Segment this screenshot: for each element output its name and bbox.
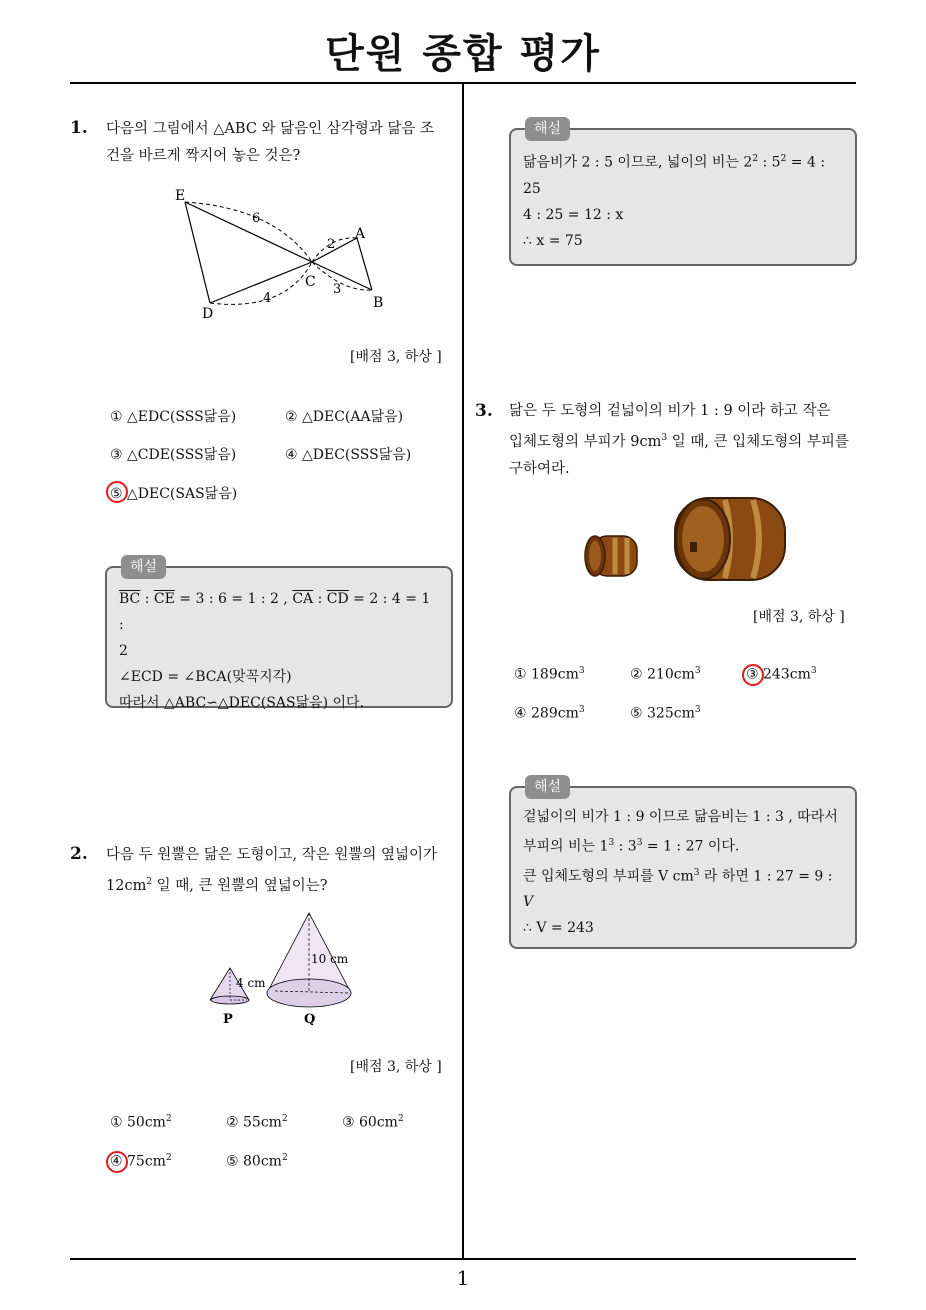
question-1-option-2[interactable]: ② △DEC(AA닮음) — [285, 409, 404, 425]
q3-expl-part: 부피의 비는 1 — [523, 838, 609, 855]
q3-expl-exp: 3 — [636, 838, 643, 848]
page-number: 1 — [456, 1266, 470, 1290]
option-value: 325cm — [647, 705, 695, 722]
expl-ratio2: = 2 : 4 = 1 : — [119, 591, 431, 633]
q2-expl-part: : 5 — [758, 154, 781, 171]
question-2-text — [106, 842, 456, 900]
question-2-figure — [205, 905, 360, 1030]
column-divider — [462, 82, 464, 1259]
q3-expl-exp: 3 — [608, 838, 615, 848]
segment-cd: $\overline{CD}$ — [326, 591, 349, 607]
question-3-option-5[interactable] — [630, 705, 701, 722]
q3-expl-part: 큰 입체도형의 부피를 V cm — [523, 868, 694, 885]
option-value: 75cm — [127, 1153, 166, 1170]
question-3-score: [배점 3, 하상 ] — [753, 609, 845, 625]
question-1-option-1[interactable]: ① △EDC(SSS닮음) — [110, 409, 237, 425]
option-exp: 3 — [694, 705, 701, 715]
figure1-length-ce: 6 — [252, 211, 261, 226]
option-exp: 2 — [281, 1114, 288, 1124]
q3-volume: 입체도형의 부피가 9cm — [509, 433, 662, 450]
question-2-text-line1: 다음 두 원뿔은 닮은 도형이고, 작은 원뿔의 옆넓이가 — [106, 847, 438, 863]
question-1-text-line1: 다음의 그림에서 △ABC 와 닮음인 삼각형과 닮음 조 — [106, 121, 435, 137]
q2-expl-line4: ∴ x = 75 — [523, 232, 583, 249]
option-mark: ① — [110, 1114, 123, 1131]
explanation-tag: 해설 — [525, 117, 570, 141]
segment-ca: $\overline{CA}$ — [292, 591, 314, 607]
question-2-option-1[interactable] — [110, 1114, 172, 1131]
option-exp: 3 — [810, 666, 817, 676]
q3-expl-line2 — [523, 830, 841, 860]
option-mark: ⑤ — [630, 705, 643, 722]
question-2-explanation — [509, 121, 857, 266]
q3-text-rest: 일 때, 큰 입체도형의 부피를 — [667, 433, 849, 450]
q2-expl-exp: 2 — [780, 154, 787, 164]
question-1-number: 1. — [70, 118, 88, 138]
option-exp: 2 — [165, 1153, 172, 1163]
figure1-label-e: E — [175, 188, 186, 204]
option-value: 80cm — [243, 1153, 282, 1170]
question-1-explanation — [105, 559, 453, 711]
question-3-text-line1: 닮은 두 도형의 겉넓이의 비가 1 : 9 이라 하고 작은 — [509, 403, 831, 419]
option-exp: 2 — [397, 1114, 404, 1124]
answer-circle-q1 — [106, 481, 128, 503]
segment-ce: $\overline{CE}$ — [153, 591, 175, 607]
figure2-label-4cm: 4 cm — [236, 976, 266, 990]
option-mark: ⑤ — [226, 1153, 239, 1170]
explanation-tag: 해설 — [525, 775, 570, 799]
page-title: 단원 종합 평가 — [325, 31, 601, 77]
q3-volume-exp: 3 — [661, 433, 668, 443]
option-value: 60cm — [359, 1114, 398, 1131]
q2-expl-exp: 2 — [752, 154, 759, 164]
figure1-label-b: B — [373, 295, 384, 311]
question-3-option-2[interactable] — [630, 666, 701, 683]
figure1-length-cb: 3 — [333, 282, 342, 297]
bottom-rule — [70, 1258, 856, 1260]
question-2-option-3[interactable] — [342, 1114, 404, 1131]
answer-circle-q2 — [106, 1151, 128, 1173]
q2-expl-line3: 4 : 25 = 12 : x — [523, 206, 624, 223]
small-barrel — [585, 536, 637, 576]
figure1-length-cd: 4 — [263, 291, 272, 306]
question-3-option-4[interactable] — [514, 705, 585, 722]
expl-colon2: : — [313, 591, 327, 607]
question-3-number: 3. — [475, 401, 493, 421]
q2-expl-line2: 25 — [523, 180, 541, 197]
question-2-option-5[interactable] — [226, 1153, 288, 1170]
option-exp: 3 — [578, 666, 585, 676]
option-exp: 2 — [281, 1153, 288, 1163]
segment-bc: $\overline{BC}$ — [119, 591, 141, 607]
question-1-option-3[interactable]: ③ △CDE(SSS닮음) — [110, 447, 237, 463]
option-mark: ① — [514, 666, 527, 683]
question-3-figure — [575, 492, 795, 587]
figure2-label-p: P — [223, 1012, 233, 1027]
q3-expl-part: 라 하면 1 : 27 = 9 : — [699, 868, 833, 885]
question-1-figure — [165, 180, 405, 330]
option-exp: 3 — [694, 666, 701, 676]
question-3-text-line2 — [509, 425, 859, 456]
expl-ratio1: = 3 : 6 = 1 : 2 , — [174, 591, 293, 607]
q3-expl-line4: V — [523, 894, 534, 911]
question-1-option-5[interactable]: ⑤ △DEC(SAS닮음) — [110, 486, 238, 502]
q2-area: 12cm — [106, 877, 147, 894]
figure1-label-a: A — [355, 226, 366, 242]
option-value: 55cm — [243, 1114, 282, 1131]
question-3-text-line3: 구하여라. — [509, 460, 570, 477]
q3-expl-part: : 3 — [614, 838, 637, 855]
question-3-option-1[interactable] — [514, 666, 585, 683]
q1-expl-line3: ∠ECD = ∠BCA(맞꼭지각) — [119, 669, 292, 685]
option-mark: ④ — [514, 705, 527, 722]
figure1-label-c: C — [305, 274, 316, 290]
question-3-explanation — [509, 779, 857, 949]
option-value: 189cm — [531, 666, 579, 683]
figure2-label-q: Q — [304, 1012, 316, 1027]
question-2-option-2[interactable] — [226, 1114, 288, 1131]
question-2-number: 2. — [70, 844, 88, 864]
option-mark: ③ — [342, 1114, 355, 1131]
option-mark: ③ — [746, 666, 759, 683]
question-1-text — [106, 116, 456, 170]
q2-expl-part: = 4 : — [786, 154, 826, 171]
q2-text-rest: 일 때, 큰 원뿔의 옆넓이는? — [152, 877, 328, 894]
question-1-text-line2: 건을 바르게 짝지어 놓은 것은? — [106, 148, 301, 164]
explanation-tag: 해설 — [121, 555, 166, 579]
q3-expl-part: = 1 : 27 이다. — [642, 838, 740, 855]
option-value: 289cm — [531, 705, 579, 722]
figure1-length-ca: 2 — [327, 237, 336, 252]
figure1-label-d: D — [202, 306, 214, 322]
q1-expl-line2: 2 — [119, 643, 128, 659]
question-2-score: [배점 3, 하상 ] — [350, 1059, 442, 1075]
option-exp: 3 — [578, 705, 585, 715]
option-mark: ④ — [110, 1153, 123, 1170]
question-1-score: [배점 3, 하상 ] — [350, 349, 442, 365]
q3-expl-line3 — [523, 860, 841, 890]
option-value: 243cm — [763, 666, 811, 683]
expl-colon: : — [140, 591, 154, 607]
q3-expl-line1: 겉넓이의 비가 1 : 9 이므로 닮음비는 1 : 3 , 따라서 — [523, 809, 838, 825]
q1-expl-line4: 따라서 △ABC∽△DEC(SAS닮음) 이다. — [119, 695, 365, 711]
q2-expl-part: 닮음비가 2 : 5 이므로, 넓이의 비는 2 — [523, 154, 753, 171]
question-3-text — [509, 398, 859, 483]
answer-circle-q3 — [742, 664, 764, 686]
q2-expl-line1 — [523, 146, 841, 176]
q3-expl-line5: ∴ V = 243 — [523, 920, 594, 937]
q1-expl-line1 — [119, 586, 437, 638]
option-exp: 2 — [165, 1114, 172, 1124]
option-value: 50cm — [127, 1114, 166, 1131]
question-2-text-line2 — [106, 869, 456, 900]
figure2-label-10cm: 10 cm — [311, 952, 349, 966]
option-mark: ② — [226, 1114, 239, 1131]
option-mark: ② — [630, 666, 643, 683]
question-1-option-4[interactable]: ④ △DEC(SSS닮음) — [285, 447, 412, 463]
q3-expl-exp: 3 — [693, 867, 700, 878]
option-value: 210cm — [647, 666, 695, 683]
large-barrel — [675, 498, 785, 580]
q2-area-exp: 2 — [146, 877, 153, 887]
